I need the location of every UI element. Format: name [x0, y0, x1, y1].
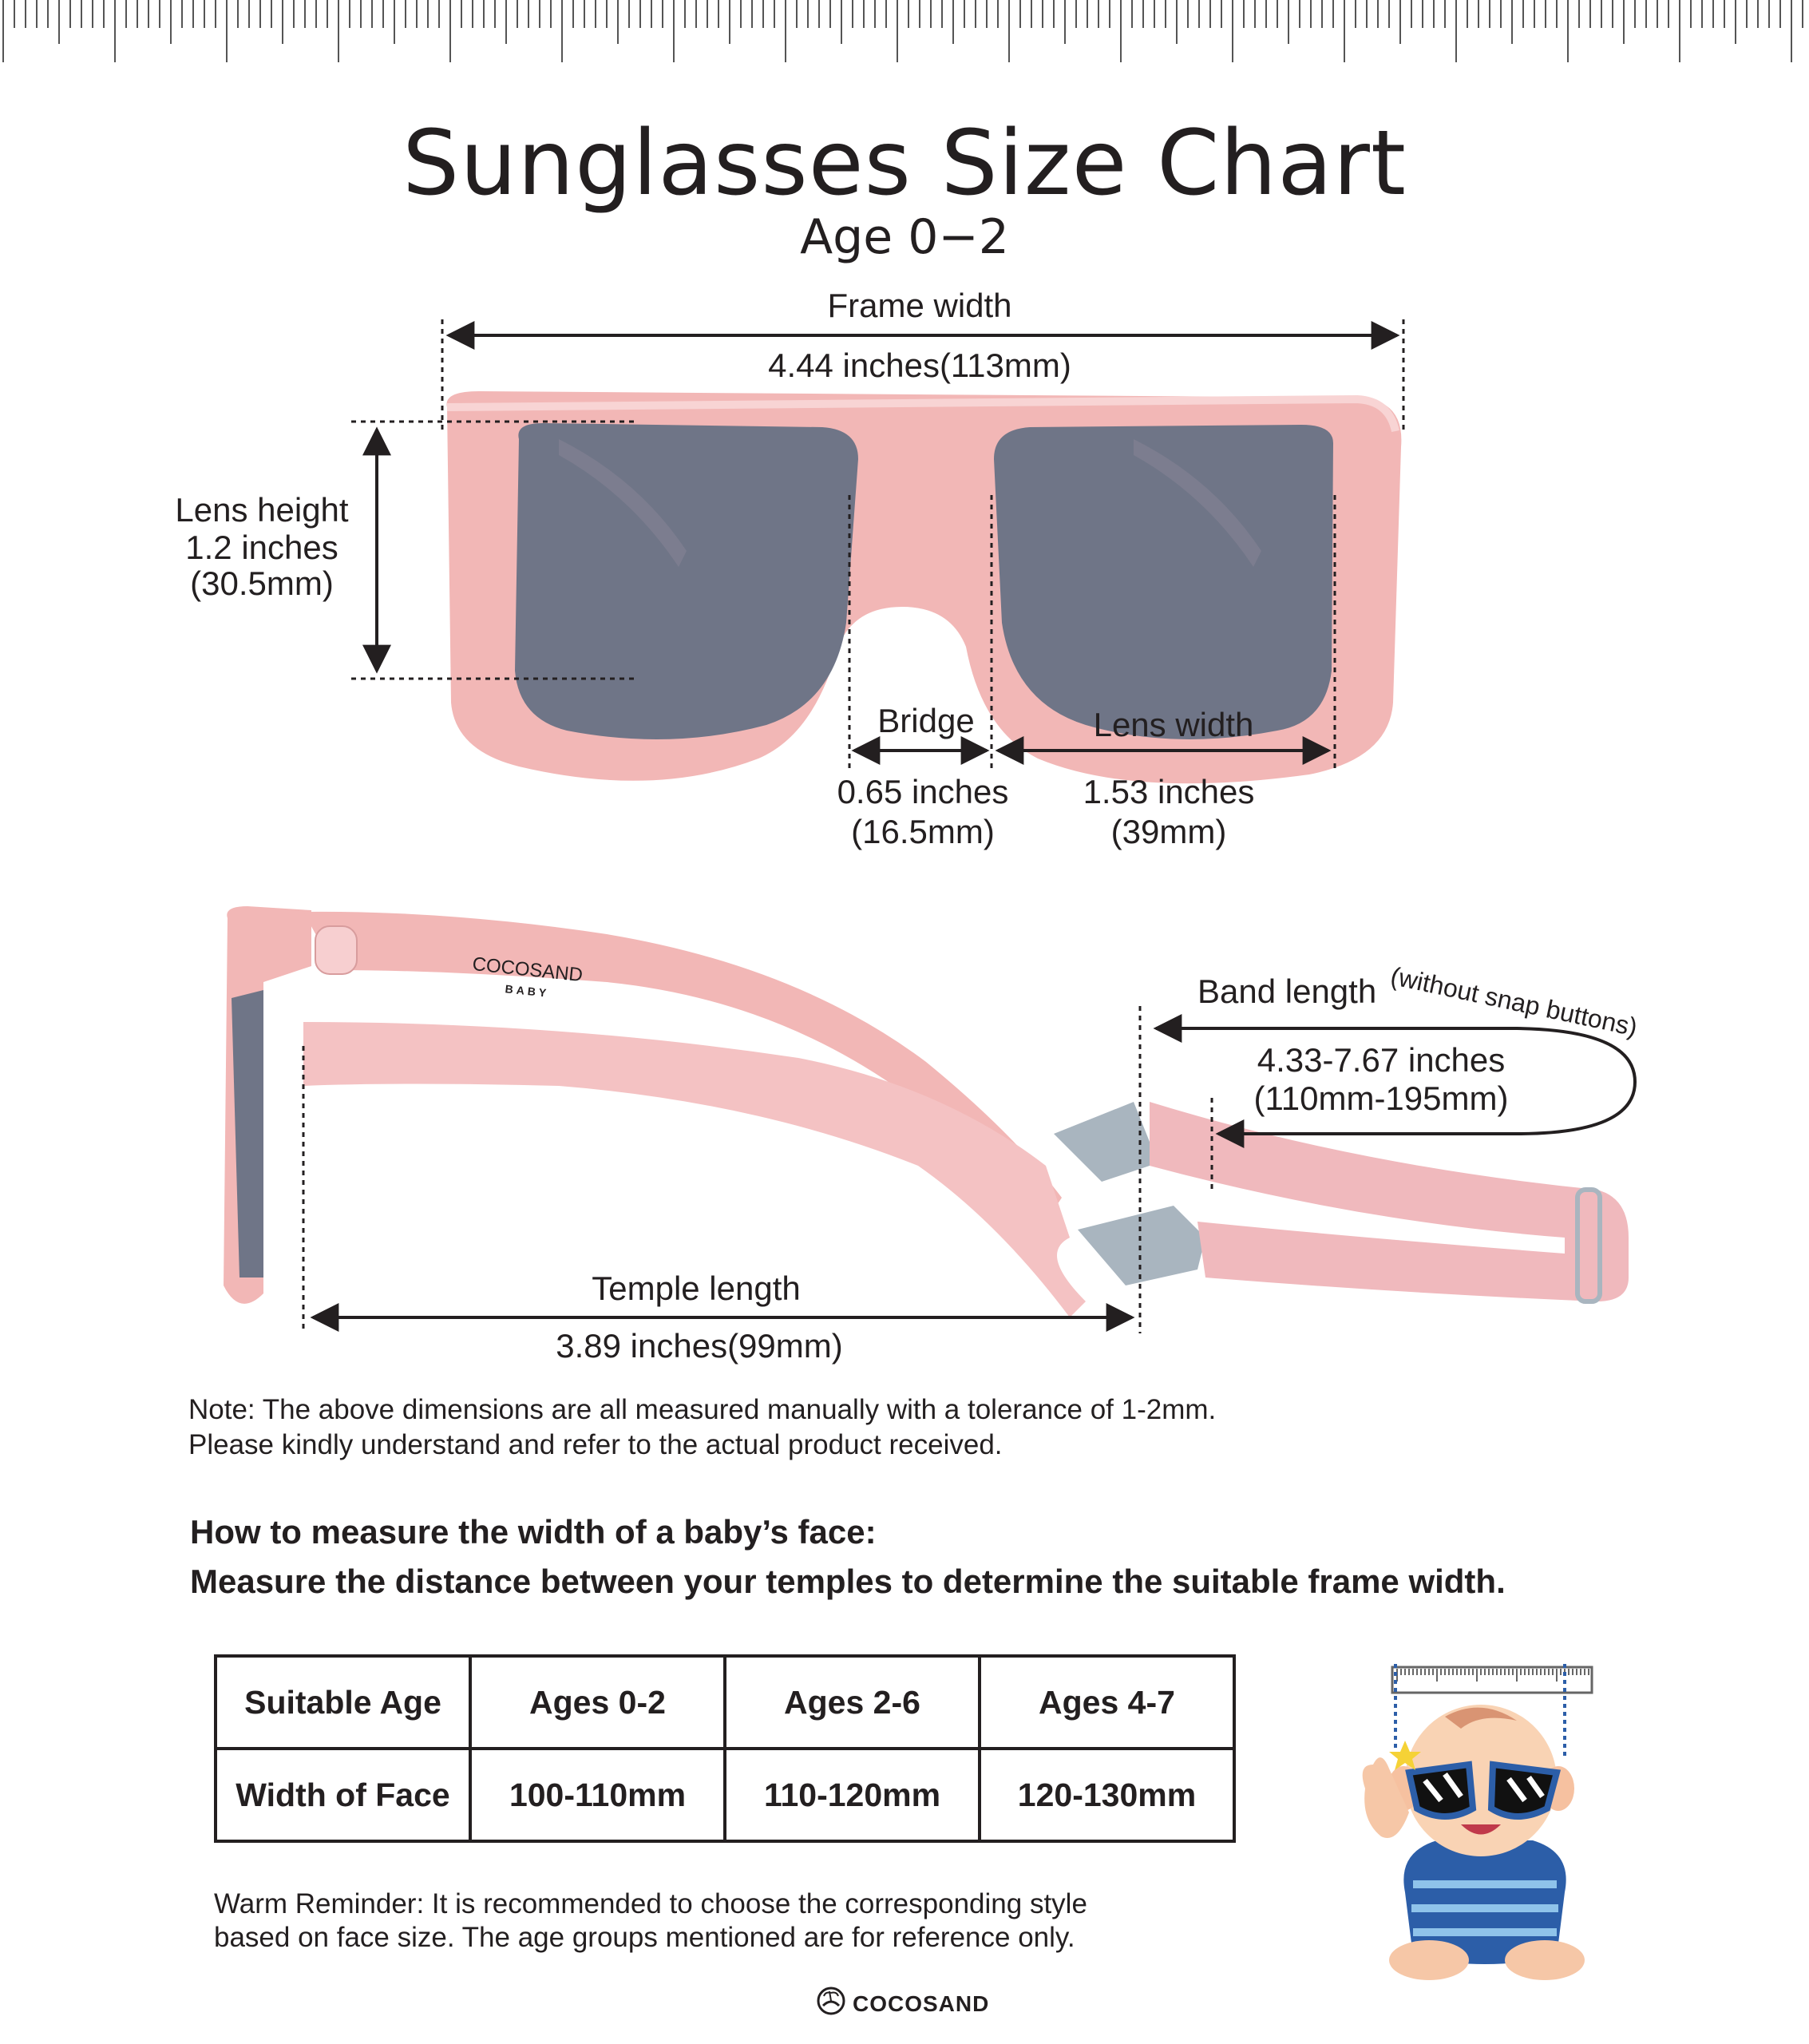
reminder-line-1: Warm Reminder: It is recommended to choose the corresponding style — [214, 1888, 1087, 1919]
band-length-note: (without snap buttons) — [1387, 961, 1641, 1042]
table-cell: 110-120mm — [725, 1749, 980, 1841]
bridge-label: Bridge — [877, 702, 975, 739]
lens-width-value-in: 1.53 inches — [1083, 773, 1255, 810]
bridge-value-mm: (16.5mm) — [851, 813, 995, 850]
baby-with-sunglasses-icon — [1341, 1653, 1605, 1988]
temple-brand-sub: BABY — [505, 982, 551, 1000]
band-length-value-in: 4.33-7.67 inches — [1257, 1041, 1506, 1079]
table-header-cell: Suitable Age — [216, 1656, 470, 1749]
ruler-icon — [0, 0, 1809, 72]
lens-width-label: Lens width — [1093, 706, 1254, 743]
lens-width-value-mm: (39mm) — [1110, 813, 1227, 850]
table-row — [216, 1656, 1234, 1749]
front-view-diagram — [0, 287, 1809, 878]
table-cell: Ages 4-7 — [980, 1656, 1234, 1749]
frame-width-label: Frame width — [827, 287, 1012, 324]
brand-name: COCOSAND — [853, 1991, 990, 2016]
note-line-1: Note: The above dimensions are all measured manually with a tolerance of 1-2mm. — [188, 1394, 1217, 1425]
howto-heading: How to measure the width of a baby’s face: — [190, 1513, 877, 1551]
table-cell: 100-110mm — [470, 1749, 725, 1841]
table-cell: 120-130mm — [980, 1749, 1234, 1841]
temple-length-value: 3.89 inches(99mm) — [556, 1327, 843, 1365]
page-title: Sunglasses Size Chart — [402, 112, 1407, 216]
page-subtitle: Age 0−2 — [800, 209, 1009, 265]
table-cell: Ages 2-6 — [725, 1656, 980, 1749]
reminder-line-2: based on face size. The age groups mentioned are for reference only. — [214, 1922, 1075, 1953]
table-row — [216, 1749, 1234, 1841]
temple-brand-print: COCOSAND — [471, 953, 584, 987]
band-length-label: Band length — [1197, 972, 1377, 1010]
temple-length-label: Temple length — [592, 1270, 801, 1307]
lens-height-value-in: 1.2 inches — [185, 529, 338, 566]
cocosand-logo-icon — [816, 1983, 846, 2018]
size-table — [214, 1654, 1236, 1843]
left-lens — [515, 423, 858, 739]
table-header-cell: Width of Face — [216, 1749, 470, 1841]
side-view-diagram — [0, 902, 1809, 1373]
lens-height-value-mm: (30.5mm) — [190, 564, 334, 602]
bridge-value-in: 0.65 inches — [837, 773, 1009, 810]
frame-width-value: 4.44 inches(113mm) — [768, 347, 1071, 384]
table-cell: Ages 0-2 — [470, 1656, 725, 1749]
howto-instruction: Measure the distance between your temples to determine the suitable frame width. — [190, 1563, 1506, 1600]
band-length-value-mm: (110mm-195mm) — [1253, 1079, 1509, 1117]
lens-height-label: Lens height — [175, 491, 349, 529]
note-line-2: Please kindly understand and refer to the actual product received. — [188, 1429, 1003, 1460]
